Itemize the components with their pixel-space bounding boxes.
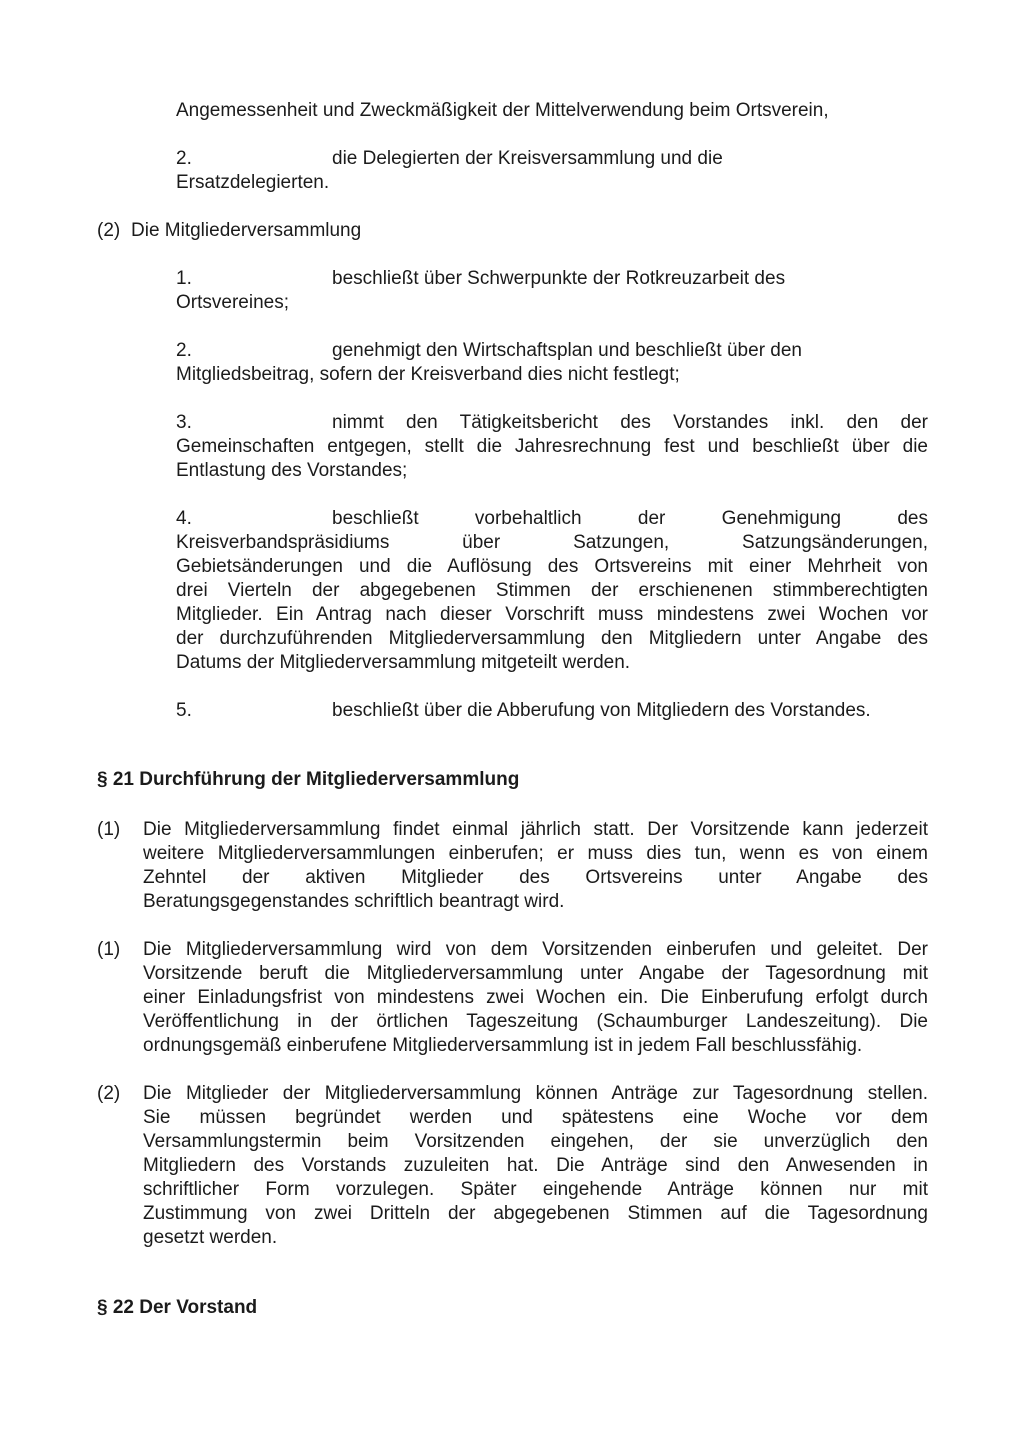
text-line: drei Vierteln der abgegebenen Stimmen der erschienenen stimmberechtigten	[176, 580, 928, 601]
text-line: Kreisverbandspräsidiums über Satzungen, Satzungsänderungen,	[176, 532, 928, 553]
list-item-4	[176, 507, 928, 675]
text-line	[97, 219, 928, 243]
item-number: 2.	[176, 148, 192, 169]
item-number: 3.	[176, 412, 192, 433]
text-line: Versammlungstermin beim Vorsitzenden eingehen, der sie unverzüglich den	[143, 1131, 928, 1152]
text-line: der durchzuführenden Mitgliederversammlung den Mitgliedern unter Angabe des	[176, 628, 928, 649]
paragraph-21-2	[97, 1082, 928, 1250]
text-line: Entlastung des Vorstandes;	[176, 460, 408, 481]
list-item-5	[176, 699, 928, 723]
item-text: nimmt den Tätigkeitsbericht des Vorstandes inkl. den der	[332, 412, 928, 433]
text-line: Vorsitzende beruft die Mitgliederversammlung unter Angabe der Tagesordnung mit	[143, 963, 928, 984]
text-line	[176, 507, 928, 531]
item-number: 4.	[176, 508, 192, 529]
paragraph-text: Die Mitgliederversammlung wird von dem Vorsitzenden einberufen und geleitet. Der	[143, 939, 928, 960]
text-line: weitere Mitgliederversammlungen einberufen; er muss dies tun, wenn es von einem	[143, 843, 928, 864]
text-line: Ortsvereines;	[176, 292, 289, 313]
text-line: Mitgliedern des Vorstands zuzuleiten hat. Die Anträge sind den Anwesenden in	[143, 1155, 928, 1176]
item-number: 2.	[176, 340, 192, 361]
text-line	[176, 147, 928, 171]
text-line: Sie müssen begründet werden und spätestens eine Woche vor dem	[143, 1107, 928, 1128]
text-line: Veröffentlichung in der örtlichen Tageszeitung (Schaumburger Landeszeitung). Die	[143, 1011, 928, 1032]
text-line: Angemessenheit und Zweckmäßigkeit der Mittelverwendung beim Ortsverein,	[176, 100, 829, 121]
item-text: beschließt über die Abberufung von Mitgliedern des Vorstandes.	[332, 700, 871, 721]
text-line: Datums der Mitgliederversammlung mitgeteilt werden.	[176, 652, 631, 673]
paragraph-mitgliederversammlung	[97, 219, 928, 243]
paragraph-marker: (1)	[97, 939, 121, 960]
text-line: Mitglieder. Ein Antrag nach dieser Vorschrift muss mindestens zwei Wochen vor	[176, 604, 928, 625]
text-line	[97, 938, 928, 962]
text-line: Mitgliedsbeitrag, sofern der Kreisverband dies nicht festlegt;	[176, 364, 680, 385]
paragraph-marker: (2)	[97, 220, 121, 241]
paragraph-text: Die Mitglieder der Mitgliederversammlung können Anträge zur Tagesordnung stellen.	[143, 1083, 928, 1104]
list-item-2	[176, 339, 928, 387]
list-item-delegierte	[176, 147, 928, 195]
text-line: Gebietsänderungen und die Auflösung des Ortsvereins mit einer Mehrheit von	[176, 556, 928, 577]
text-line: einer Einladungsfrist von mindestens zwei Wochen ein. Die Einberufung erfolgt durch	[143, 987, 928, 1008]
section-heading-22: § 22 Der Vorstand	[97, 1297, 258, 1318]
item-text: beschließt vorbehaltlich der Genehmigung des	[332, 508, 928, 529]
list-item-3	[176, 411, 928, 483]
text-line	[176, 411, 928, 435]
item-number: 5.	[176, 700, 192, 721]
text-line	[97, 1082, 928, 1106]
item-text: beschließt über Schwerpunkte der Rotkreuzarbeit des	[332, 268, 786, 289]
paragraph-21-1a	[97, 818, 928, 914]
text-line: Zustimmung von zwei Dritteln der abgegebenen Stimmen auf die Tagesordnung	[143, 1203, 928, 1224]
text-line: Zehntel der aktiven Mitglieder des Ortsvereins unter Angabe des	[143, 867, 928, 888]
text-line: gesetzt werden.	[143, 1227, 278, 1248]
text-line: Ersatzdelegierten.	[176, 172, 330, 193]
text-line	[176, 699, 928, 723]
text-line	[176, 267, 928, 291]
item-text: die Delegierten der Kreisversammlung und die	[332, 148, 723, 169]
text-line: schriftlicher Form vorzulegen. Später eingehende Anträge können nur mit	[143, 1179, 928, 1200]
item-text: genehmigt den Wirtschaftsplan und beschließt über den	[332, 340, 802, 361]
text-line: Gemeinschaften entgegen, stellt die Jahresrechnung fest und beschließt über die	[176, 436, 928, 457]
section-heading-21: § 21 Durchführung der Mitgliederversammlung	[97, 769, 520, 790]
paragraph-text: Die Mitgliederversammlung findet einmal jährlich statt. Der Vorsitzende kann jederzeit	[143, 819, 928, 840]
text-line: Beratungsgegenstandes schriftlich beantragt wird.	[143, 891, 565, 912]
paragraph-marker: (2)	[97, 1083, 121, 1104]
text-line	[97, 818, 928, 842]
paragraph-21-1b	[97, 938, 928, 1058]
paragraph-intro	[176, 99, 928, 123]
text-line: ordnungsgemäß einberufene Mitgliederversammlung ist in jedem Fall beschlussfähig.	[143, 1035, 863, 1056]
item-number: 1.	[176, 268, 192, 289]
list-item-1	[176, 267, 928, 315]
paragraph-marker: (1)	[97, 819, 121, 840]
paragraph-text: Die Mitgliederversammlung	[131, 220, 362, 241]
text-line	[176, 339, 928, 363]
